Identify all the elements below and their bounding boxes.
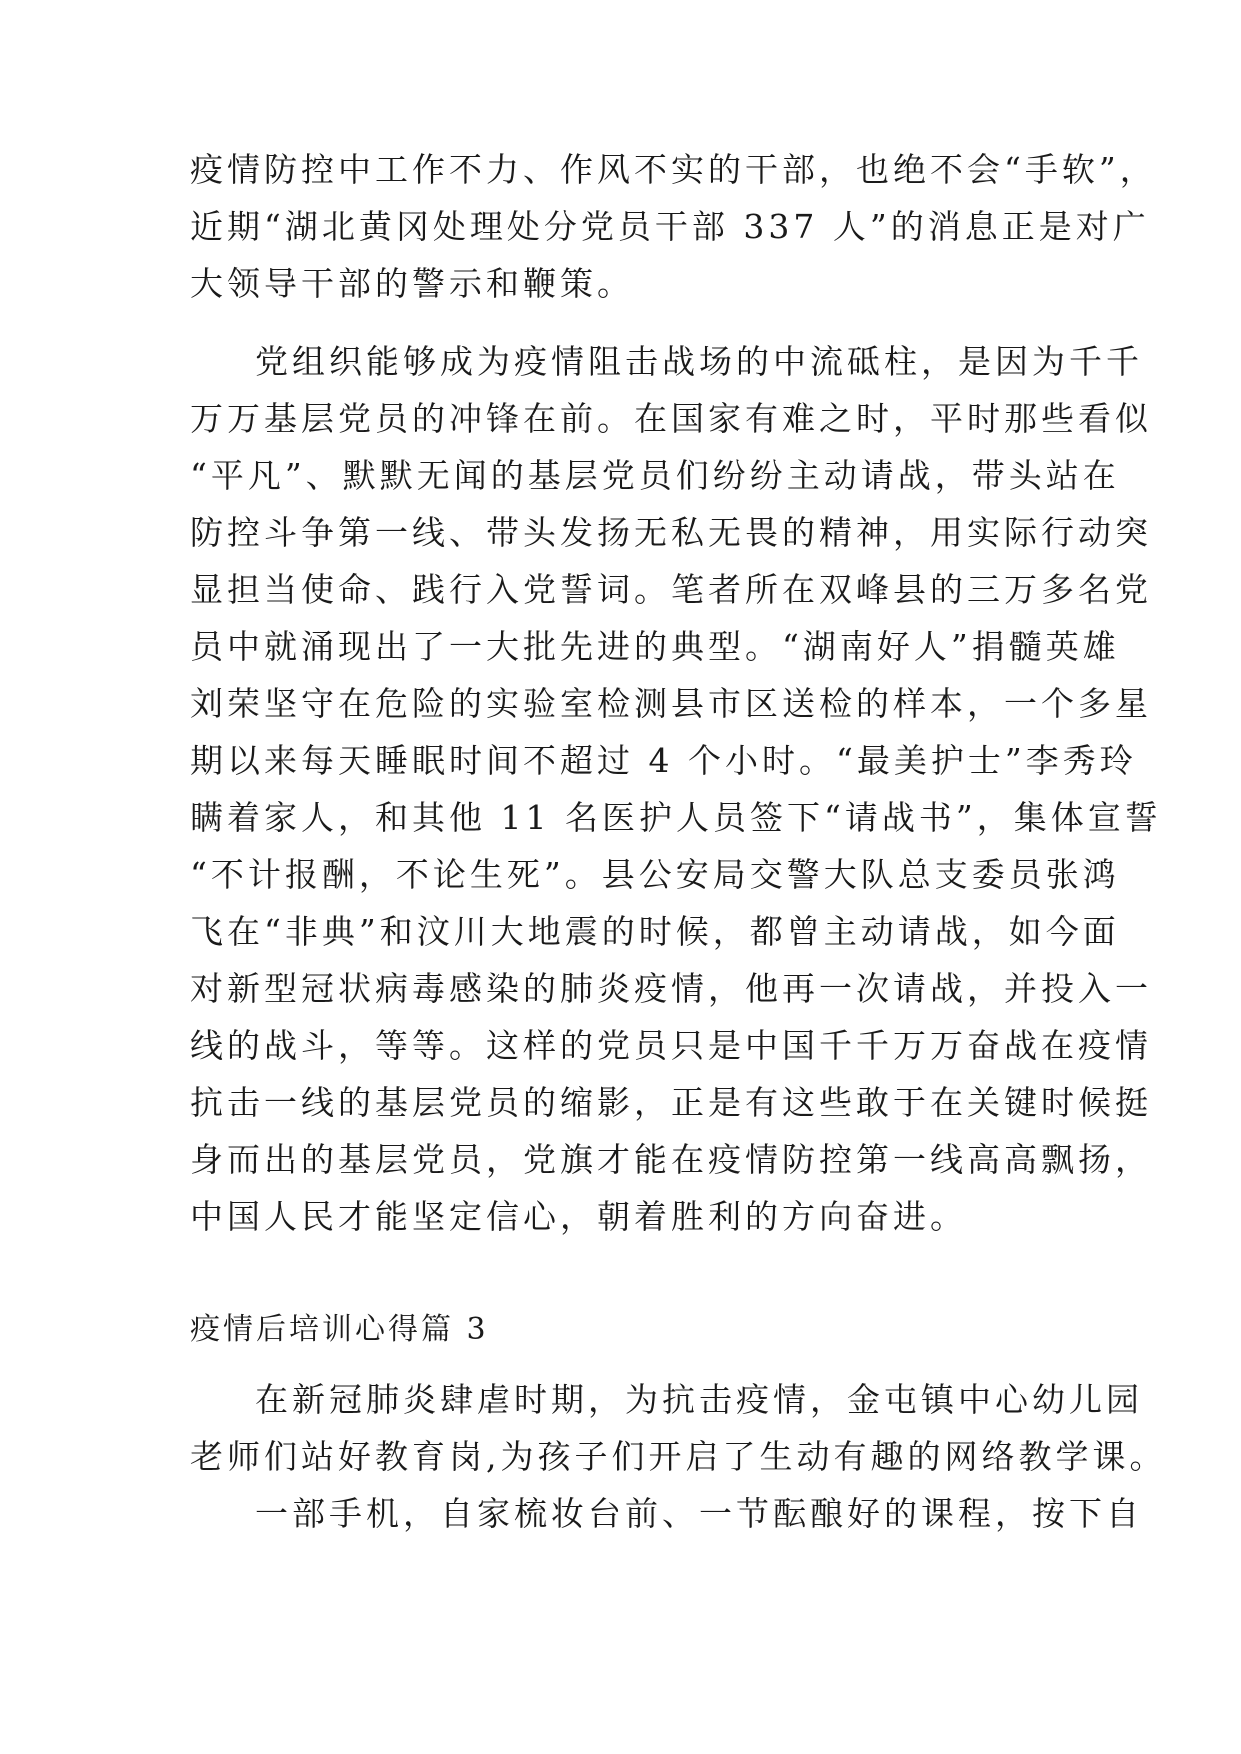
paragraph-line: 显担当使命、践行入党誓词。笔者所在双峰县的三万多名党 [190,570,1152,609]
paragraph-line: “不计报酬，不论生死”。县公安局交警大队总支委员张鸿 [190,855,1120,894]
paragraph-line: 疫情防控中工作不力、作风不实的干部，也绝不会“手软”， [190,150,1157,189]
paragraph-line: 线的战斗，等等。这样的党员只是中国千千万万奋战在疫情 [190,1026,1152,1065]
paragraph-line: 对新型冠状病毒感染的肺炎疫情，他再一次请战，并投入一 [190,969,1152,1008]
paragraph-line: 刘荣坚守在危险的实验室检测县市区送检的样本，一个多星 [190,684,1152,723]
paragraph-line: 在新冠肺炎肆虐时期，为抗击疫情，金屯镇中心幼儿园 [255,1380,1143,1419]
paragraph-line: 党组织能够成为疫情阻击战场的中流砥柱，是因为千千 [255,342,1143,381]
paragraph-line: 近期“湖北黄冈处理处分党员干部 337 人”的消息正是对广 [190,207,1150,246]
paragraph-line: 瞒着家人，和其他 11 名医护人员签下“请战书”，集体宣誓 [190,798,1162,837]
paragraph-line: 员中就涌现出了一大批先进的典型。“湖南好人”捐髓英雄 [190,627,1120,666]
paragraph-line: 万万基层党员的冲锋在前。在国家有难之时，平时那些看似 [190,399,1152,438]
paragraph-line: 抗击一线的基层党员的缩影，正是有这些敢于在关键时候挺 [190,1083,1152,1122]
paragraph-line: 身而出的基层党员，党旗才能在疫情防控第一线高高飘扬， [190,1140,1152,1179]
paragraph-line: 中国人民才能坚定信心，朝着胜利的方向奋进。 [190,1197,967,1236]
section-heading: 疫情后培训心得篇 3 [190,1312,489,1347]
paragraph-line: 飞在“非典”和汶川大地震的时候，都曾主动请战，如今面 [190,912,1120,951]
paragraph-line: “平凡”、默默无闻的基层党员们纷纷主动请战，带头站在 [190,456,1120,495]
paragraph-line: 老师们站好教育岗,为孩子们开启了生动有趣的网络教学课。 [190,1437,1167,1476]
paragraph-line: 大领导干部的警示和鞭策。 [190,264,634,303]
paragraph-line: 一部手机，自家梳妆台前、一节酝酿好的课程，按下自 [255,1494,1143,1533]
paragraph-line: 期以来每天睡眠时间不超过 4 个小时。“最美护士”李秀玲 [190,741,1137,780]
paragraph-line: 防控斗争第一线、带头发扬无私无畏的精神，用实际行动突 [190,513,1152,552]
